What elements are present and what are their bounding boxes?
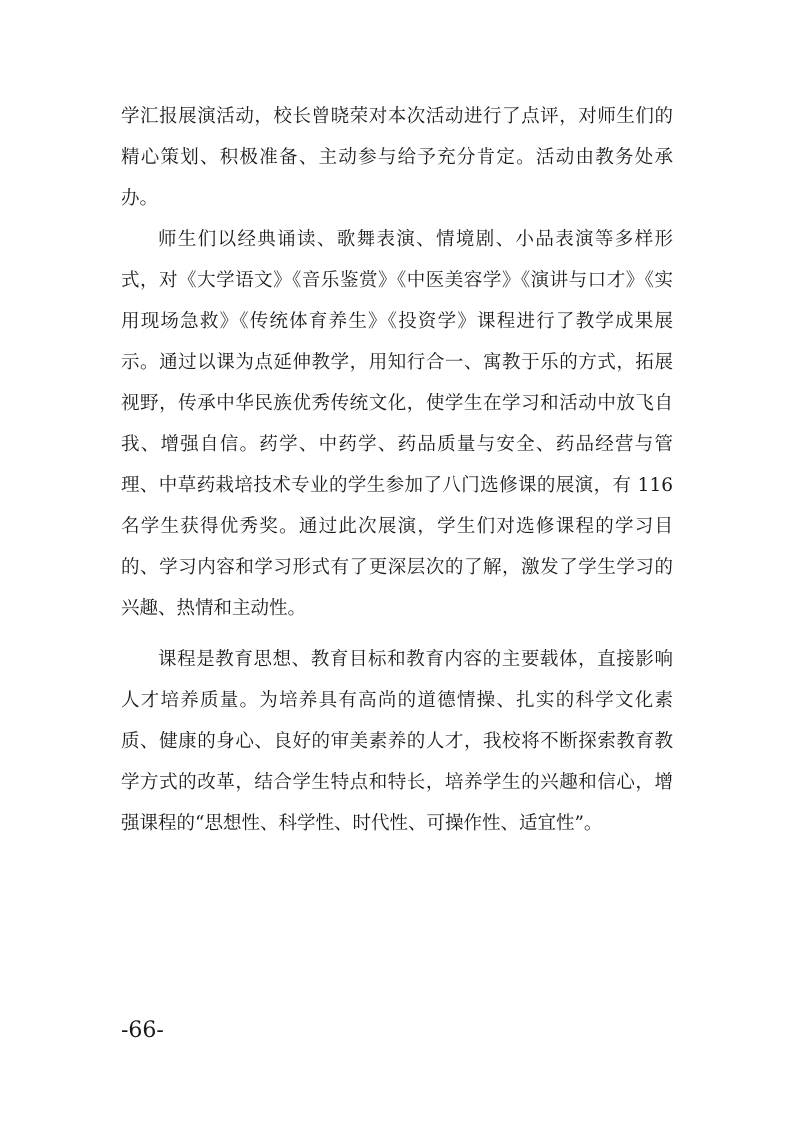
text-line: 式，对《大学语文》《音乐鉴赏》《中医美容学》《演讲与口才》《实: [121, 270, 673, 291]
text-line: 理、中草药栽培技术专业的学生参加了八门选修课的展演，有 116: [121, 475, 673, 496]
text-line: 的、学习内容和学习形式有了更深层次的了解，激发了学生学习的: [121, 557, 673, 578]
page-number: -66-: [121, 1018, 164, 1043]
text-line: 课程是教育思想、教育目标和教育内容的主要载体，直接影响: [158, 649, 673, 670]
text-line: 人才培养质量。为培养具有高尚的道德情操、扎实的科学文化素: [121, 690, 673, 711]
text-line: 用现场急救》《传统体育养生》《投资学》课程进行了教学成果展: [121, 311, 673, 332]
text-line: 名学生获得优秀奖。通过此次展演，学生们对选修课程的学习目: [121, 516, 673, 537]
text-line: 视野，传承中华民族优秀传统文化，使学生在学习和活动中放飞自: [121, 393, 673, 414]
text-line: 精心策划、积极准备、主动参与给予充分肯定。活动由教务处承: [121, 147, 673, 168]
text-line: 师生们以经典诵读、歌舞表演、情境剧、小品表演等多样形: [158, 229, 673, 250]
text-line: 示。通过以课为点延伸教学，用知行合一、寓教于乐的方式，拓展: [121, 352, 673, 373]
text-line: 质、健康的身心、良好的审美素养的人才，我校将不断探索教育教: [121, 731, 673, 752]
text-line: 我、增强自信。药学、中药学、药品质量与安全、药品经营与管: [121, 434, 673, 455]
text-line: 学方式的改革，结合学生特点和特长，培养学生的兴趣和信心，增: [121, 772, 673, 793]
text-line: 办。: [121, 188, 159, 209]
text-line: 兴趣、热情和主动性。: [121, 598, 307, 619]
text-line: 强课程的“思想性、科学性、时代性、可操作性、适宜性”。: [121, 813, 603, 834]
text-line: 学汇报展演活动，校长曾晓荣对本次活动进行了点评，对师生们的: [121, 106, 673, 127]
